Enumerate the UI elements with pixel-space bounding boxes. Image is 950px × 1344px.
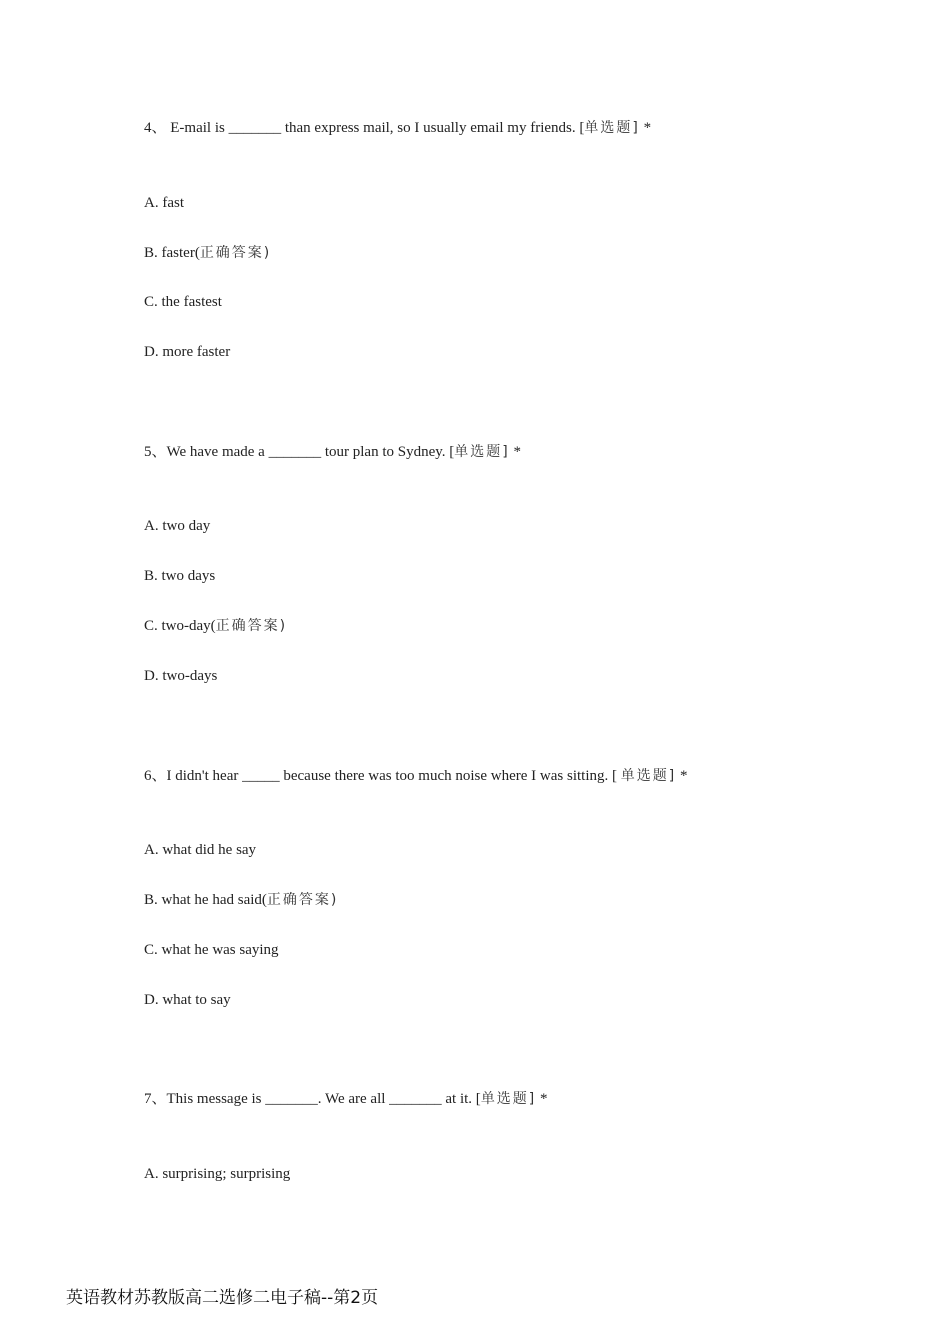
question-4-option-b [144, 243, 271, 263]
question-number: 6、 [144, 768, 167, 784]
question-type-tag: 单选题] [620, 768, 677, 784]
question-number: 5、 [144, 444, 167, 460]
option-text: D. what to say [144, 992, 231, 1008]
question-4-stem [144, 118, 651, 138]
question-5-stem [144, 442, 521, 462]
option-text: B. two days [144, 568, 216, 584]
option-text: A. fast [144, 195, 184, 211]
required-mark: * [513, 444, 521, 460]
question-4-option-d [144, 342, 230, 362]
option-text: A. surprising; surprising [144, 1166, 291, 1182]
required-mark: * [679, 768, 688, 784]
question-5-option-d [144, 666, 217, 686]
option-text: B. faster( [144, 245, 200, 261]
correct-answer-note: 正确答案) [215, 618, 288, 634]
question-text: E-mail is _______ than express mail, so I usually email my friends. [ [166, 120, 585, 136]
option-text: D. two-days [144, 668, 218, 684]
required-mark: * [540, 1091, 548, 1107]
question-4-option-a [144, 193, 184, 213]
question-6-stem [144, 766, 687, 786]
question-number: 7、 [144, 1091, 167, 1107]
question-4-option-c [144, 292, 222, 312]
question-6-option-a [144, 840, 256, 860]
option-text: C. the fastest [144, 294, 222, 310]
required-mark: * [643, 120, 652, 136]
question-type-tag: 单选题] [454, 444, 510, 460]
question-6-option-c [144, 940, 279, 960]
page-footer: 英语教材苏教版高二选修二电子稿--第2页 [66, 1288, 379, 1308]
option-text: B. what he had said( [144, 892, 267, 908]
question-7-option-a [144, 1164, 290, 1184]
question-6-option-d [144, 990, 231, 1010]
question-7-stem [144, 1089, 548, 1109]
question-text: This message is _______. We are all _______ at it. [ [166, 1091, 481, 1107]
correct-answer-note: 正确答案) [199, 245, 272, 261]
option-text: D. more faster [144, 344, 231, 360]
question-text: I didn't hear _____ because there was too much noise where I was sitting. [ [166, 768, 621, 784]
question-type-tag: 单选题] [584, 120, 640, 136]
option-text: C. what he was saying [144, 942, 279, 958]
question-type-tag: 单选题] [480, 1091, 537, 1107]
question-5-option-c [144, 616, 287, 636]
question-number: 4、 [144, 120, 167, 136]
question-5-option-b [144, 566, 215, 586]
correct-answer-note: 正确答案) [266, 892, 339, 908]
question-6-option-b [144, 890, 338, 910]
option-text: A. what did he say [144, 842, 257, 858]
option-text: A. two day [144, 518, 211, 534]
question-text: We have made a _______ tour plan to Sydney. [ [166, 444, 455, 460]
question-5-option-a [144, 516, 210, 536]
option-text: C. two-day( [144, 618, 216, 634]
